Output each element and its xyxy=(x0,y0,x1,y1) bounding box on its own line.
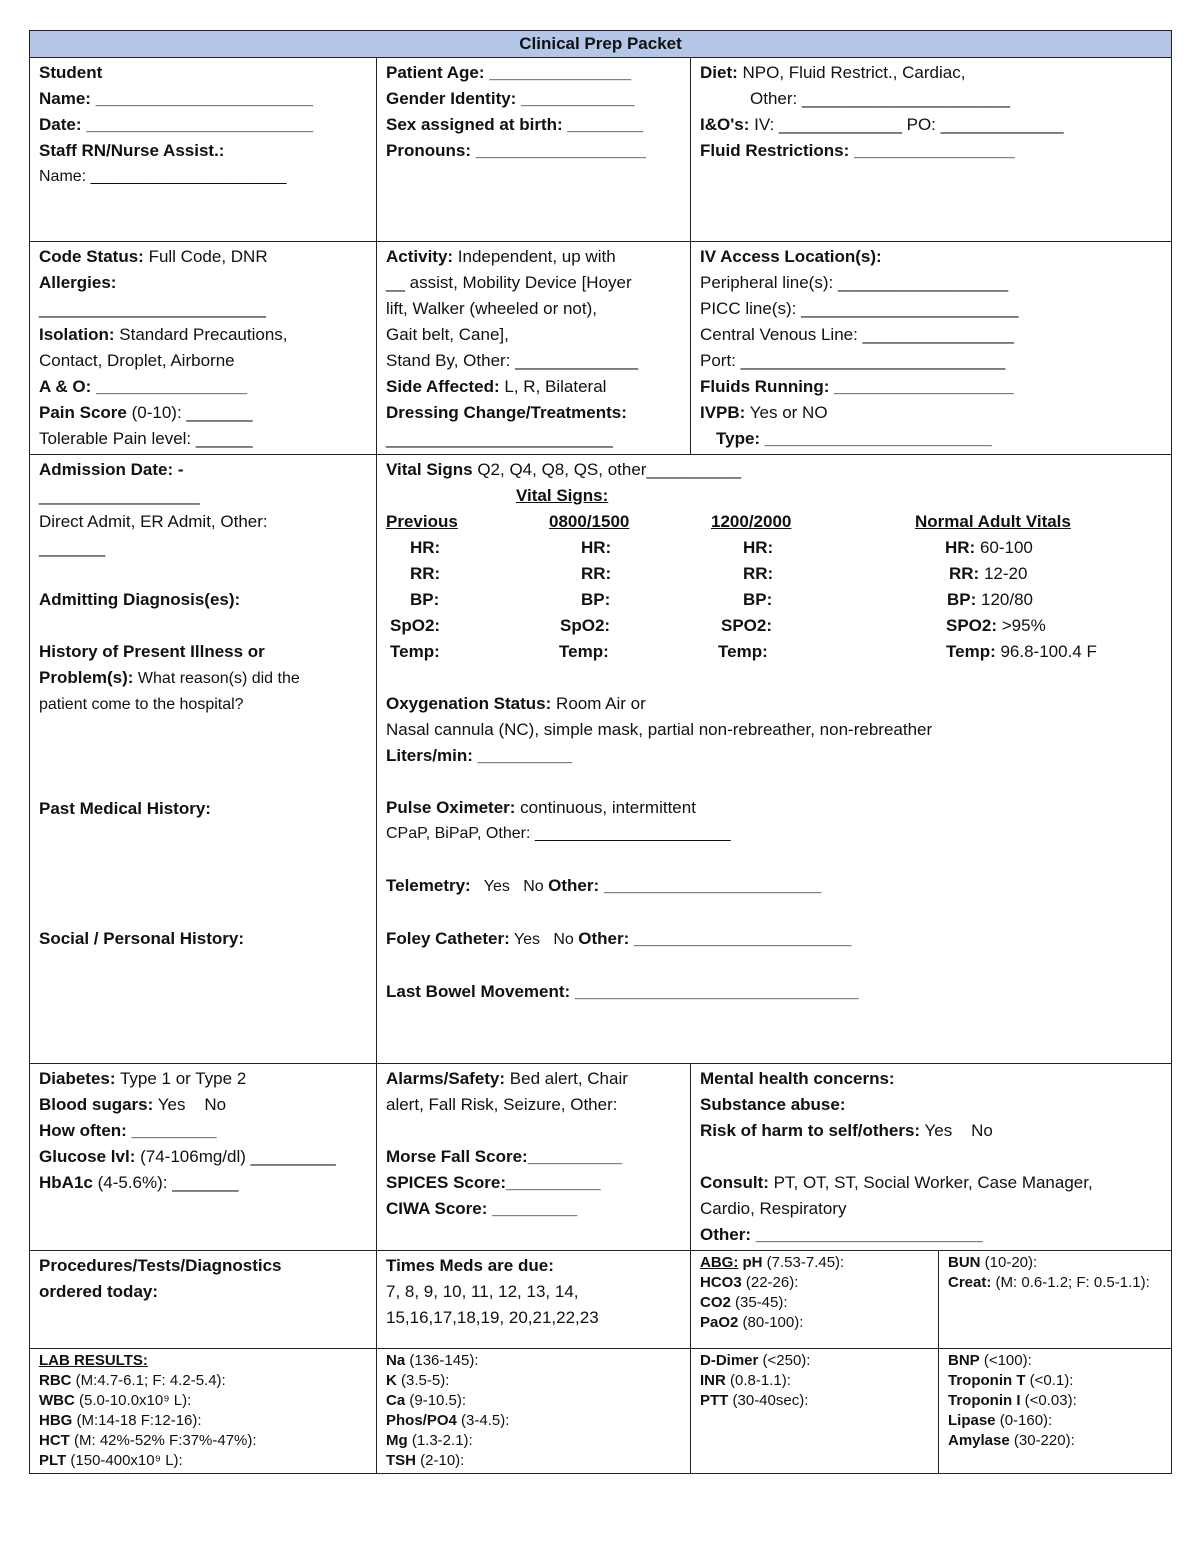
glucose-field[interactable]: (74-106mg/dl) _________ xyxy=(135,1147,336,1166)
lab-results-cell xyxy=(30,1349,377,1474)
rbc-range: (M:4.7-6.1; F: 4.2-5.4): xyxy=(71,1372,226,1389)
admission-date-field[interactable]: _________________ xyxy=(39,486,200,505)
activity-options-2: __ assist, Mobility Device [Hoyer xyxy=(386,273,632,292)
wbc-label: WBC xyxy=(39,1392,75,1409)
bun-cell xyxy=(939,1251,1172,1349)
pao2-label: PaO2 xyxy=(700,1314,739,1331)
creat-range: (M: 0.6-1.2; F: 0.5-1.1): xyxy=(991,1274,1150,1291)
phos-label: Phos/PO4 xyxy=(386,1412,457,1429)
staff-name-field[interactable]: Name: ______________________ xyxy=(39,168,287,185)
foley-other-field[interactable]: Other: _______________________ xyxy=(578,929,852,948)
side-affected-options: L, R, Bilateral xyxy=(499,377,607,396)
meds-times-1: 7, 8, 9, 10, 11, 12, 13, 14, xyxy=(386,1282,579,1301)
spo2-normal-label: SPO2: xyxy=(946,616,998,635)
cpap-other-field[interactable]: CPaP, BiPaP, Other: ______________________ xyxy=(386,825,731,842)
hpi-label: History of Present Illness or xyxy=(39,642,265,661)
vital-signs-frequency[interactable]: Q2, Q4, Q8, QS, other__________ xyxy=(472,460,742,479)
port-field[interactable]: Port: ____________________________ xyxy=(700,351,1006,370)
d-dimer-label: D-Dimer xyxy=(700,1352,759,1369)
iv-access-cell xyxy=(691,242,1172,455)
troponin-i-label: Troponin I xyxy=(948,1392,1021,1409)
substance-abuse-label: Substance abuse: xyxy=(700,1095,846,1114)
spices-score-field[interactable]: SPICES Score:__________ xyxy=(386,1173,601,1192)
na-range: (136-145): xyxy=(405,1352,479,1369)
temp-0800[interactable]: Temp: xyxy=(559,642,609,661)
spo2-normal-value: >95% xyxy=(997,616,1046,635)
rr-1200[interactable]: RR: xyxy=(743,564,774,583)
past-medical-history-label: Past Medical History: xyxy=(39,799,211,818)
ptt-range: (30-40sec): xyxy=(728,1392,809,1409)
troponin-t-range: (<0.1): xyxy=(1025,1372,1074,1389)
activity-label: Activity: xyxy=(386,247,454,266)
code-status-label: Code Status: xyxy=(39,247,144,266)
plt-label: PLT xyxy=(39,1452,67,1469)
diet-options: NPO, Fluid Restrict., Cardiac, xyxy=(737,63,966,82)
col-previous: Previous xyxy=(386,512,458,531)
ph-label: pH xyxy=(738,1254,763,1271)
sex-at-birth-field[interactable]: Sex assigned at birth: ________ xyxy=(386,115,644,134)
wbc-range: (5.0-10.0x10⁹ L): xyxy=(74,1392,192,1409)
rr-normal-value: 12-20 xyxy=(979,564,1028,583)
troponin-t-label: Troponin T xyxy=(948,1372,1026,1389)
code-status-options: Full Code, DNR xyxy=(143,247,268,266)
inr-label: INR xyxy=(700,1372,726,1389)
rr-normal-label: RR: xyxy=(949,564,980,583)
rr-0800[interactable]: RR: xyxy=(581,564,612,583)
pain-score-label: Pain Score xyxy=(39,403,127,422)
liters-per-min-field[interactable]: Liters/min: __________ xyxy=(386,746,573,765)
diabetes-label: Diabetes: xyxy=(39,1069,116,1088)
telemetry-label: Telemetry: xyxy=(386,876,471,895)
clinical-prep-packet-form xyxy=(29,30,1171,1474)
iv-access-label: IV Access Location(s): xyxy=(700,247,882,266)
amylase-label: Amylase xyxy=(948,1432,1010,1449)
tsh-range: (2-10): xyxy=(416,1452,465,1469)
diet-label: Diet: xyxy=(700,63,738,82)
admit-type-options: Direct Admit, ER Admit, Other: xyxy=(39,512,268,531)
hbg-label: HBG xyxy=(39,1412,73,1429)
temp-normal-label: Temp: xyxy=(946,642,996,661)
hpi-prompt: What reason(s) did the xyxy=(133,670,300,687)
ca-label: Ca xyxy=(386,1392,406,1409)
patient-age-field[interactable]: Patient Age: _______________ xyxy=(386,63,632,82)
ciwa-score-field[interactable]: CIWA Score: _________ xyxy=(386,1199,578,1218)
diabetes-cell xyxy=(30,1064,377,1251)
alarms-options: Bed alert, Chair xyxy=(505,1069,628,1088)
plt-range: (150-400x10⁹ L): xyxy=(66,1452,183,1469)
hr-1200[interactable]: HR: xyxy=(743,538,774,557)
dressing-field[interactable]: ________________________ xyxy=(386,429,613,448)
pronouns-field[interactable]: Pronouns: __________________ xyxy=(386,141,646,160)
cardiac-enzymes-cell xyxy=(939,1349,1172,1474)
hr-0800[interactable]: HR: xyxy=(581,538,612,557)
hpi-prompt-2: patient come to the hospital? xyxy=(39,696,244,713)
hco3-range: (22-26): xyxy=(741,1274,799,1291)
form-title: Clinical Prep Packet xyxy=(30,31,1172,58)
bun-range: (10-20): xyxy=(980,1254,1038,1271)
pao2-range: (80-100): xyxy=(738,1314,804,1331)
procedures-cell xyxy=(30,1251,377,1349)
isolation-options: Standard Precautions, xyxy=(114,325,288,344)
hct-label: HCT xyxy=(39,1432,70,1449)
isolation-options-2: Contact, Droplet, Airborne xyxy=(39,351,235,370)
ptt-label: PTT xyxy=(700,1392,729,1409)
hco3-label: HCO3 xyxy=(700,1274,742,1291)
alarms-label: Alarms/Safety: xyxy=(386,1069,506,1088)
consult-other-field[interactable]: Other: ________________________ xyxy=(700,1225,983,1244)
glucose-label: Glucose lvl: xyxy=(39,1147,136,1166)
activity-options: Independent, up with xyxy=(453,247,616,266)
allergies-field[interactable]: ________________________ xyxy=(39,299,266,318)
meds-due-cell xyxy=(377,1251,691,1349)
dressing-label: Dressing Change/Treatments: xyxy=(386,403,627,422)
staff-label: Staff RN/Nurse Assist.: xyxy=(39,141,225,160)
student-name-field[interactable]: Name: _______________________ xyxy=(39,89,314,108)
consult-options-2: Cardio, Respiratory xyxy=(700,1199,847,1218)
admit-other-field[interactable]: _______ xyxy=(39,538,106,557)
na-label: Na xyxy=(386,1352,406,1369)
meds-due-label: Times Meds are due: xyxy=(386,1256,554,1275)
hr-previous[interactable]: HR: xyxy=(410,538,441,557)
hr-normal-value: 60-100 xyxy=(975,538,1033,557)
col-1200-2000: 1200/2000 xyxy=(711,512,792,531)
bp-previous[interactable]: BP: xyxy=(410,590,440,609)
iv-type-field[interactable]: Type: ________________________ xyxy=(716,429,992,448)
telemetry-other-field[interactable]: Other: _______________________ xyxy=(548,876,822,895)
hpi-label-2: Problem(s): xyxy=(39,668,134,687)
activity-cell xyxy=(377,242,691,455)
coagulation-cell xyxy=(691,1349,939,1474)
pulse-oximeter-options: continuous, intermittent xyxy=(515,798,696,817)
how-often-field[interactable]: How often: _________ xyxy=(39,1121,217,1140)
spo2-previous[interactable]: SpO2: xyxy=(390,616,441,635)
electrolytes-cell xyxy=(377,1349,691,1474)
diet-other-field[interactable]: Other: ______________________ xyxy=(750,89,1010,108)
mental-health-label: Mental health concerns: xyxy=(700,1069,895,1088)
form-grid xyxy=(29,30,1172,1474)
isolation-label: Isolation: xyxy=(39,325,115,344)
risk-of-harm-label: Risk of harm to self/others: xyxy=(700,1121,921,1140)
vital-signs-table xyxy=(386,509,1162,665)
oxygenation-label: Oxygenation Status: xyxy=(386,694,552,713)
temp-1200[interactable]: Temp: xyxy=(718,642,768,661)
activity-options-3: lift, Walker (wheeled or not), xyxy=(386,299,597,318)
ph-range: (7.53-7.45): xyxy=(762,1254,845,1271)
io-field[interactable]: IV: _____________ PO: _____________ xyxy=(749,115,1064,134)
blood-sugars-label: Blood sugars: xyxy=(39,1095,154,1114)
bp-0800[interactable]: BP: xyxy=(581,590,611,609)
meds-times-2: 15,16,17,18,19, 20,21,22,23 xyxy=(386,1308,599,1327)
oxygenation-options: Room Air or xyxy=(551,694,646,713)
telemetry-options[interactable]: Yes No xyxy=(470,878,549,895)
spo2-0800[interactable]: SpO2: xyxy=(560,616,611,635)
mg-range: (1.3-2.1): xyxy=(407,1432,473,1449)
procedures-label-2: ordered today: xyxy=(39,1282,159,1301)
peripheral-line-field[interactable]: Peripheral line(s): __________________ xyxy=(700,273,1009,292)
gender-identity-field[interactable]: Gender Identity: ____________ xyxy=(386,89,635,108)
bun-label: BUN xyxy=(948,1254,981,1271)
k-range: (3.5-5): xyxy=(396,1372,450,1389)
admission-date-label: Admission Date: - xyxy=(39,460,184,479)
foley-label: Foley Catheter: xyxy=(386,929,510,948)
co2-label: CO2 xyxy=(700,1294,731,1311)
student-info-cell xyxy=(30,58,377,242)
central-line-field[interactable]: Central Venous Line: ________________ xyxy=(700,325,1014,344)
phos-range: (3-4.5): xyxy=(456,1412,510,1429)
last-bowel-movement-field[interactable]: Last Bowel Movement: ______________________________ xyxy=(386,982,859,1001)
picc-line-field[interactable]: PICC line(s): _______________________ xyxy=(700,299,1019,318)
tsh-label: TSH xyxy=(386,1452,416,1469)
bp-1200[interactable]: BP: xyxy=(743,590,773,609)
consult-label: Consult: xyxy=(700,1173,769,1192)
mental-health-cell xyxy=(691,1064,1172,1251)
fluid-restrictions-field[interactable]: Fluid Restrictions: _________________ xyxy=(700,141,1015,160)
d-dimer-range: (<250): xyxy=(758,1352,811,1369)
k-label: K xyxy=(386,1372,397,1389)
lab-results-header: LAB RESULTS: xyxy=(39,1352,148,1369)
code-status-cell xyxy=(30,242,377,455)
lipase-label: Lipase xyxy=(948,1412,996,1429)
pulse-oximeter-label: Pulse Oximeter: xyxy=(386,798,516,817)
vital-signs-header: Vital Signs: xyxy=(516,486,609,505)
foley-options[interactable]: Yes No xyxy=(509,931,579,948)
student-label: Student xyxy=(39,63,103,82)
col-normal-vitals: Normal Adult Vitals xyxy=(915,512,1071,531)
activity-options-4: Gait belt, Cane], xyxy=(386,325,509,344)
pain-score-field[interactable]: (0-10): _______ xyxy=(126,403,253,422)
hbg-range: (M:14-18 F:12-16): xyxy=(72,1412,202,1429)
admission-cell xyxy=(30,455,377,1064)
procedures-label: Procedures/Tests/Diagnostics xyxy=(39,1256,282,1275)
vital-signs-label: Vital Signs xyxy=(386,460,473,479)
ca-range: (9-10.5): xyxy=(405,1392,467,1409)
side-affected-label: Side Affected: xyxy=(386,377,500,396)
activity-other-field[interactable]: Stand By, Other: _____________ xyxy=(386,351,639,370)
rbc-label: RBC xyxy=(39,1372,72,1389)
col-0800-1500: 0800/1500 xyxy=(549,512,630,531)
ivpb-options: Yes or NO xyxy=(745,403,828,422)
admitting-diagnosis-label: Admitting Diagnosis(es): xyxy=(39,590,241,609)
abg-cell xyxy=(691,1251,939,1349)
troponin-i-range: (<0.03): xyxy=(1020,1392,1077,1409)
morse-fall-score-field[interactable]: Morse Fall Score:__________ xyxy=(386,1147,623,1166)
allergies-label: Allergies: xyxy=(39,273,117,292)
co2-range: (35-45): xyxy=(730,1294,788,1311)
diabetes-options: Type 1 or Type 2 xyxy=(115,1069,247,1088)
abg-label: ABG: xyxy=(700,1254,739,1271)
hba1c-field[interactable]: (4-5.6%): _______ xyxy=(92,1173,239,1192)
alarms-cell xyxy=(377,1064,691,1251)
bnp-label: BNP xyxy=(948,1352,980,1369)
inr-range: (0.8-1.1): xyxy=(725,1372,791,1389)
social-history-label: Social / Personal History: xyxy=(39,929,245,948)
rr-previous[interactable]: RR: xyxy=(410,564,441,583)
fluids-running-field[interactable]: Fluids Running: ___________________ xyxy=(700,377,1014,396)
bp-normal-label: BP: xyxy=(947,590,977,609)
hct-range: (M: 42%-52% F:37%-47%): xyxy=(69,1432,257,1449)
vital-signs-cell xyxy=(377,455,1172,1064)
hr-normal-label: HR: xyxy=(945,538,976,557)
diet-cell xyxy=(691,58,1172,242)
io-label: I&O's: xyxy=(700,115,750,134)
mg-label: Mg xyxy=(386,1432,408,1449)
oxygenation-options-2: Nasal cannula (NC), simple mask, partial non-rebreather, non-rebreather xyxy=(386,720,933,739)
bnp-range: (<100): xyxy=(979,1352,1032,1369)
blood-sugars-options[interactable]: Yes No xyxy=(153,1095,227,1114)
alarms-options-2: alert, Fall Risk, Seizure, Other: xyxy=(386,1095,618,1114)
ao-field[interactable]: A & O: ________________ xyxy=(39,377,248,396)
ivpb-label: IVPB: xyxy=(700,403,746,422)
temp-previous[interactable]: Temp: xyxy=(390,642,440,661)
date-field[interactable]: Date: ________________________ xyxy=(39,115,314,134)
creat-label: Creat: xyxy=(948,1274,992,1291)
lipase-range: (0-160): xyxy=(995,1412,1053,1429)
patient-info-cell xyxy=(377,58,691,242)
temp-normal-value: 96.8-100.4 F xyxy=(995,642,1097,661)
amylase-range: (30-220): xyxy=(1009,1432,1075,1449)
consult-options: PT, OT, ST, Social Worker, Case Manager, xyxy=(768,1173,1093,1192)
spo2-1200[interactable]: SPO2: xyxy=(721,616,773,635)
bp-normal-value: 120/80 xyxy=(976,590,1034,609)
tolerable-pain-field[interactable]: Tolerable Pain level: ______ xyxy=(39,429,253,448)
hba1c-label: HbA1c xyxy=(39,1173,93,1192)
risk-of-harm-options[interactable]: Yes No xyxy=(920,1121,993,1140)
